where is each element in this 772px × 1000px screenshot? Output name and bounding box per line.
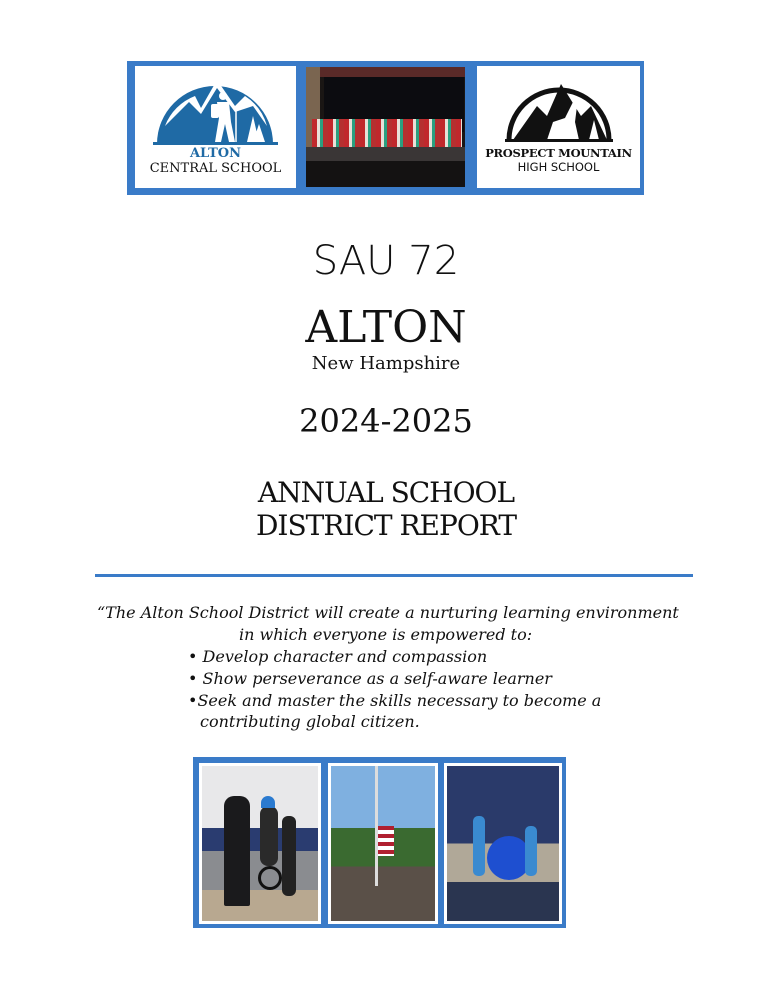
concert-stage-photo	[306, 67, 465, 187]
unicycle-gym-photo	[199, 763, 321, 924]
mission-bullet: •Seek and master the skills necessary to become a	[188, 691, 602, 710]
alton-logo-name: ALTON	[189, 146, 242, 161]
prospect-mountain-logo	[477, 66, 640, 188]
mission-bullet-continuation: contributing global citizen.	[200, 712, 420, 731]
prospect-logo-name: PROSPECT MOUNTAIN	[485, 146, 632, 160]
mountain-hiker-icon	[135, 66, 296, 146]
mission-line-2: in which everyone is empowered to:	[239, 625, 533, 644]
alton-logo-subtitle: CENTRAL SCHOOL	[149, 161, 282, 176]
state-name: New Hampshire	[311, 353, 461, 374]
report-title-line1: ANNUAL SCHOOL	[257, 476, 515, 509]
bullet-text: Show perseverance as a self-aware learner	[202, 669, 552, 688]
town-name: ALTON	[305, 302, 467, 353]
report-title-line2: DISTRICT REPORT	[255, 509, 517, 542]
alton-central-school-logo	[135, 66, 296, 188]
mountain-wolf-icon	[477, 66, 640, 146]
mission-bullet: • Develop character and compassion	[188, 647, 488, 666]
bullet-text: Develop character and compassion	[202, 647, 488, 666]
mission-line-1: “The Alton School District will create a nurturing learning environment	[97, 603, 679, 622]
giant-ball-gym-photo	[444, 763, 562, 924]
bullet-text: Seek and master the skills necessary to become a	[197, 691, 602, 710]
school-year: 2024-2025	[299, 402, 473, 440]
prospect-logo-subtitle: HIGH SCHOOL	[517, 160, 600, 174]
mission-bullet: • Show perseverance as a self-aware learner	[188, 669, 552, 688]
sau-number: SAU 72	[312, 238, 460, 284]
flag-raising-photo	[328, 763, 438, 924]
divider-line	[95, 574, 693, 577]
